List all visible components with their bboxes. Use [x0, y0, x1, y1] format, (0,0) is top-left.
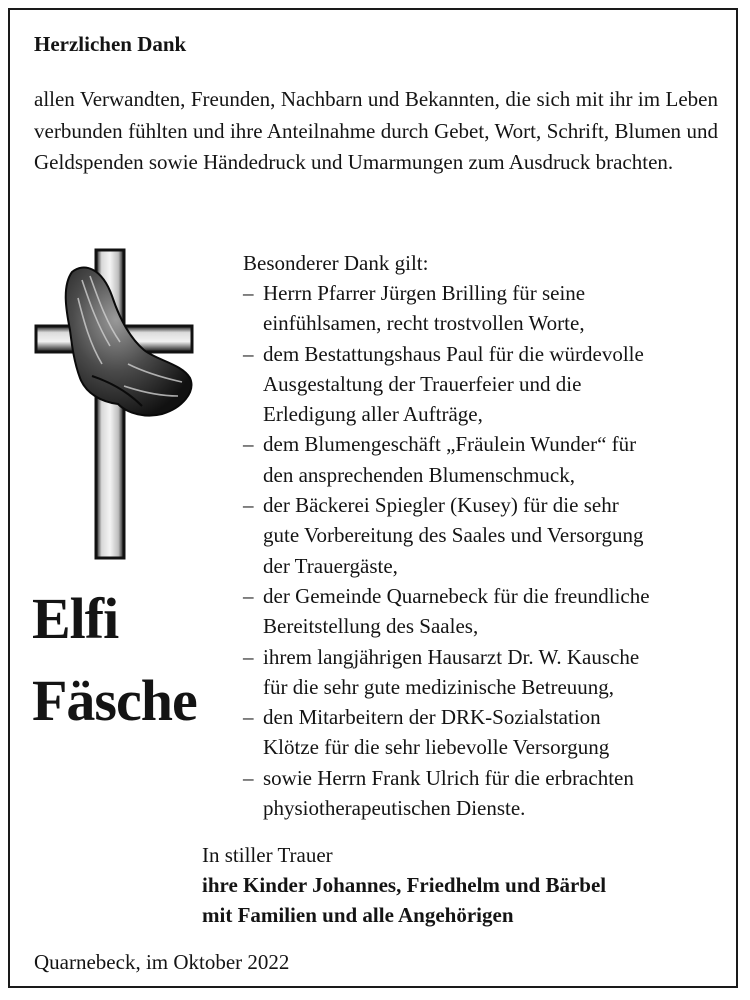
thanks-item-text: dem Bestattungshaus Paul für die würdevolle Ausgestaltung der Trauerfeier und die Erledigung aller Aufträge, [263, 341, 644, 427]
dash: – [243, 583, 254, 608]
dash: – [243, 341, 254, 366]
obituary-notice [8, 8, 738, 988]
thanks-item [243, 763, 723, 824]
dash: – [243, 432, 254, 457]
thanks-item-text: ihrem langjährigen Hausarzt Dr. W. Kausche für die sehr gute medizinische Betreuung, [263, 644, 640, 699]
thanks-item [243, 702, 723, 763]
dash: – [243, 281, 254, 305]
deceased-first-name: Elfi [32, 586, 119, 651]
intro-text: allen Verwandten, Freunden, Nachbarn und Bekannten, die sich mit ihr im Leben verbunden fühlten und ihre Anteilnahme durch Gebet, Wort, Schrift, Blumen und Geldspenden sowie Händedruck und Umarmungen zum Ausdruck brachten. [34, 87, 718, 174]
thanks-item-text: sowie Herrn Frank Ulrich für die erbrachten physiotherapeutischen Dienste. [263, 765, 634, 821]
thanks-item [243, 339, 723, 430]
dash: – [243, 765, 254, 790]
heading: Herzlichen Dank [34, 32, 187, 56]
thanks-list [243, 278, 723, 823]
cross-with-praying-hands-icon [32, 246, 200, 567]
dash: – [243, 493, 254, 518]
thanks-item-text: der Bäckerei Spiegler (Kusey) für die sehr gute Vorbereitung des Saales und Versorgung der Trauergäste, [263, 493, 644, 578]
thanks-item-text: den Mitarbeitern der DRK-Sozialstation Klötze für die sehr liebevolle Versorgung [263, 705, 610, 760]
mourners-block [202, 840, 606, 930]
thanks-item-text: dem Blumengeschäft „Fräulein Wunder“ für den ansprechenden Blumenschmuck, [263, 432, 637, 487]
mourners-line-2: mit Familien und alle Angehörigen [202, 903, 514, 927]
mourners-line-1: ihre Kinder Johannes, Friedhelm und Bärbel [202, 873, 607, 897]
thanks-item [243, 581, 723, 642]
thanks-title: Besonderer Dank gilt: [243, 251, 429, 275]
thanks-item [243, 490, 723, 581]
deceased-last-name: Fäsche [32, 668, 197, 733]
place-date: Quarnebeck, im Oktober 2022 [34, 950, 290, 974]
thanks-item-text: der Gemeinde Quarnebeck für die freundliche Bereitstellung des Saales, [263, 583, 650, 639]
thanks-item [243, 278, 723, 339]
thanks-item [243, 642, 723, 703]
dash: – [243, 644, 254, 669]
mourners-intro: In stiller Trauer [202, 843, 333, 867]
thanks-item [243, 429, 723, 490]
thanks-item-text: Herrn Pfarrer Jürgen Brilling für seine einfühlsamen, recht trostvollen Worte, [263, 281, 586, 336]
dash: – [243, 705, 254, 730]
